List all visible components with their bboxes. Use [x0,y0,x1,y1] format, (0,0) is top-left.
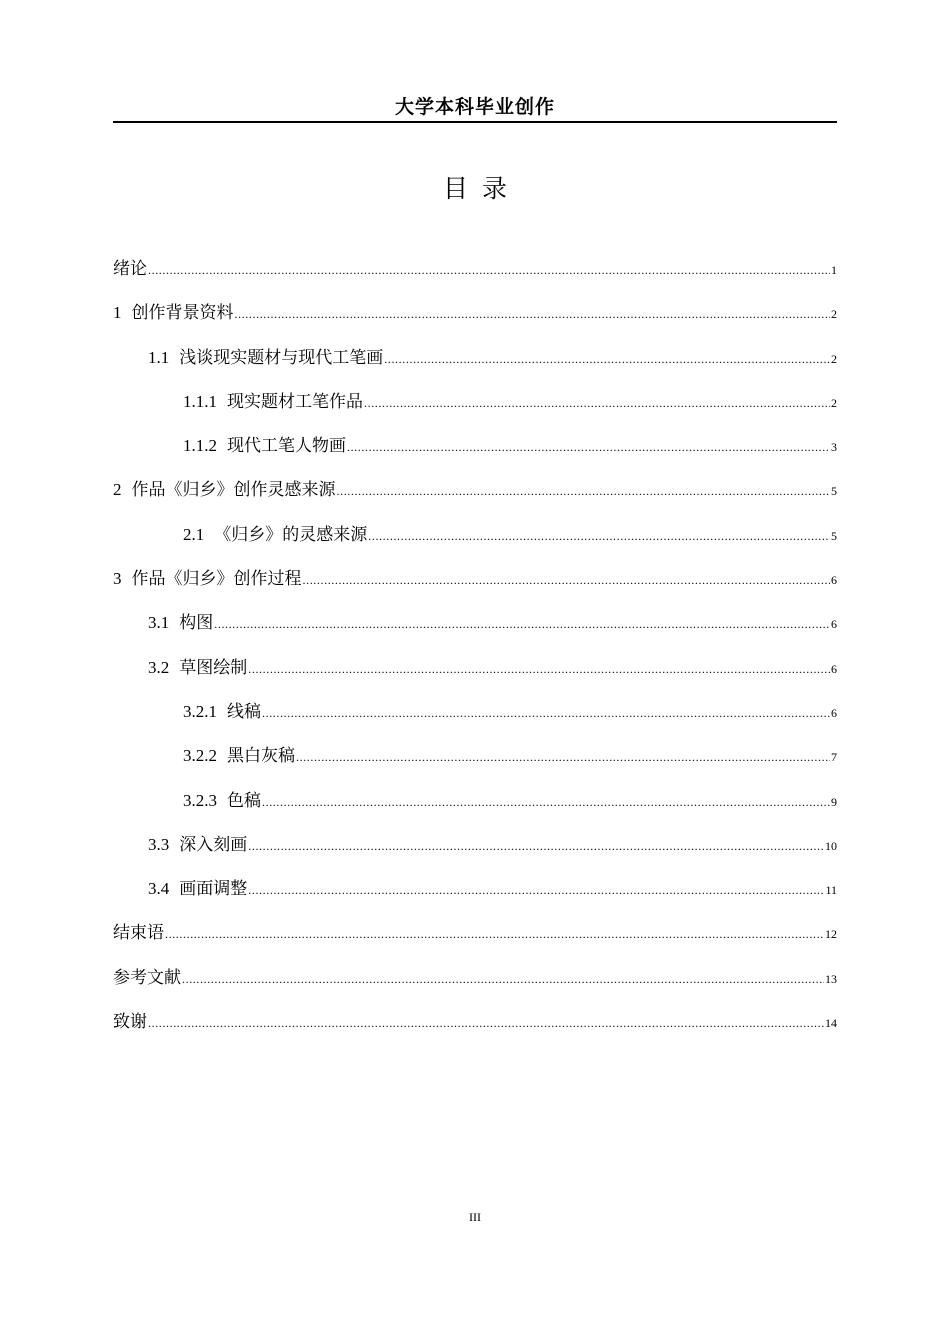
toc-entry-page: 6 [831,661,837,676]
toc-entry-number: 1.1 [148,347,170,367]
toc-entry-label: 现代工笔人物画 [227,436,346,457]
toc-entry-page: 5 [831,528,837,543]
toc-entry[interactable] [113,343,837,387]
toc-entry-page: 2 [831,307,837,322]
toc-entry-page: 12 [825,927,837,942]
toc-entry-page: 1 [831,263,837,277]
toc-entry-label: 线稿 [227,701,261,722]
toc-entry-number: 2 [113,480,122,500]
toc-entry-number: 1.1.2 [183,436,217,456]
toc-dot-leader [303,573,831,588]
toc-entry-label: 现实题材工笔作品 [227,391,363,412]
toc-entry[interactable] [113,874,837,918]
toc-entry-label: 致谢 [113,1012,147,1033]
toc-dot-leader [368,529,830,544]
toc-entry-number: 3.3 [148,834,170,854]
toc-dot-leader [296,750,830,765]
toc-entry[interactable] [113,608,837,652]
toc-entry[interactable] [113,564,837,608]
toc-entry-label: 草图绘制 [179,657,248,678]
toc-entry-page: 3 [831,440,837,455]
toc-entry[interactable] [113,697,837,741]
toc-entry-number: 3 [113,569,122,589]
toc-entry-page: 14 [825,1016,837,1031]
toc-entry-label: 创作背景资料 [131,303,234,324]
toc-entry-number: 1 [113,303,122,323]
toc-entry-number: 3.1 [148,613,170,633]
toc-entry-label: 深入刻画 [179,834,248,855]
toc-dot-leader [165,927,824,942]
toc-entry-page: 2 [831,351,837,366]
toc-dot-leader [248,662,830,677]
toc-entry-label: 画面调整 [179,879,248,900]
toc-entry-label: 绪论 [113,259,147,279]
toc-dot-leader [148,263,830,278]
toc-entry[interactable] [113,520,837,564]
toc-entry-label: 作品《归乡》创作过程 [131,569,302,590]
toc-entry[interactable] [113,1007,837,1051]
toc-entry[interactable] [113,963,837,1007]
toc-dot-leader [262,706,830,721]
toc-entry-page: 2 [831,395,837,410]
toc-entry-page: 11 [825,883,837,898]
toc-entry[interactable] [113,387,837,431]
toc-entry-label: 作品《归乡》创作灵感来源 [131,480,336,501]
toc-entry-label: 黑白灰稿 [227,746,295,767]
toc-dot-leader [347,440,830,455]
toc-entry-number: 3.2.2 [183,746,217,766]
toc-entry[interactable] [113,475,837,519]
toc-dot-leader [364,396,830,411]
toc-dot-leader [262,795,830,810]
toc-entry-number: 2.1 [183,524,205,544]
toc-entry-label: 参考文献 [113,967,181,988]
toc-dot-leader [248,839,824,854]
toc-entry[interactable] [113,918,837,962]
toc-entry[interactable] [113,741,837,785]
toc-dot-leader [235,307,831,322]
page-number: III [469,1210,481,1224]
toc-entry-page: 6 [831,573,837,588]
toc-entry-page: 10 [825,838,837,853]
toc-dot-leader [148,1016,824,1031]
toc-entry[interactable] [113,786,837,830]
toc-entry[interactable] [113,431,837,475]
toc-entry-label: 色稿 [227,790,261,811]
toc-entry[interactable] [113,830,837,874]
toc-dot-leader [214,617,830,632]
toc-dot-leader [182,972,824,987]
header-title: 大学本科毕业创作 [394,96,555,118]
toc-entry-number: 3.2 [148,657,170,677]
toc-entry[interactable] [113,653,837,697]
toc-entry-page: 7 [831,750,837,765]
toc-entry-label: 浅谈现实题材与现代工笔画 [179,347,384,368]
toc-entry-label: 《归乡》的灵感来源 [214,524,368,545]
toc-title: 目录 [442,174,521,203]
toc-dot-leader [384,352,830,367]
toc-entry-page: 9 [831,794,837,809]
toc-entry-number: 3.2.1 [183,701,217,721]
toc-entry[interactable] [113,254,837,298]
toc-entry-page: 5 [831,484,837,499]
toc-entry-page: 6 [831,705,837,720]
toc-dot-leader [337,484,831,499]
toc-entry-number: 3.4 [148,879,170,899]
toc-entry-label: 构图 [179,613,214,634]
toc-entry[interactable] [113,298,837,342]
toc-entry-label: 结束语 [113,923,164,944]
toc-entry-number: 1.1.1 [183,391,217,411]
page-header [113,94,837,123]
table-of-contents [113,254,837,1051]
toc-entry-page: 13 [825,971,837,986]
toc-entry-page: 6 [831,617,837,632]
toc-dot-leader [248,883,824,898]
toc-entry-number: 3.2.3 [183,790,217,810]
